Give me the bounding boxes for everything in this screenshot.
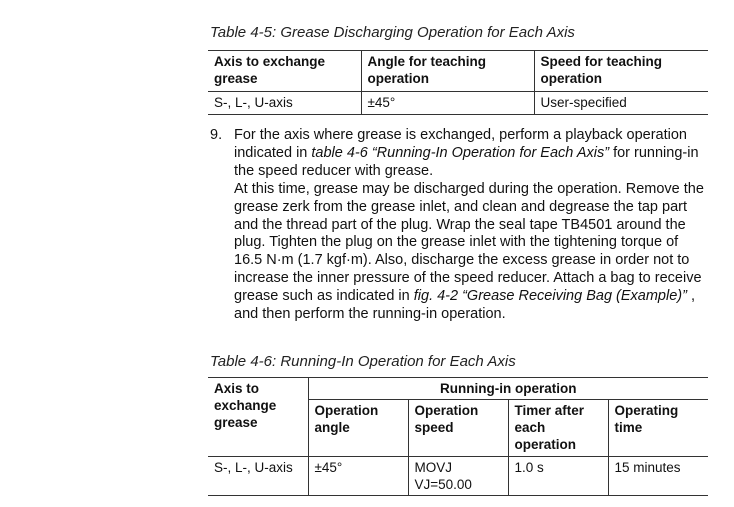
- step-number: 9.: [210, 127, 223, 143]
- column-header-operation-speed: Operation speed: [408, 400, 508, 457]
- column-header-timer: Timer after each operation: [508, 400, 608, 457]
- column-header-angle: Angle for teaching operation: [361, 51, 534, 92]
- column-header-axis: Axis to exchange grease: [208, 51, 361, 92]
- step-9-paragraph: [210, 127, 710, 324]
- cell-speed: MOVJ VJ=50.00: [408, 457, 508, 496]
- cell-speed: User-specified: [534, 92, 708, 115]
- cell-axis: S-, L-, U-axis: [208, 92, 361, 115]
- column-header-speed: Speed for teaching operation: [534, 51, 708, 92]
- table-header-row: [208, 378, 708, 400]
- cell-operating-time: 15 minutes: [608, 457, 708, 496]
- cell-timer: 1.0 s: [508, 457, 608, 496]
- table-row: [208, 92, 708, 115]
- table-row: [208, 457, 708, 496]
- column-header-operation-angle: Operation angle: [308, 400, 408, 457]
- table-reference: table 4-6 “Running-In Operation for Each Axis”: [311, 144, 610, 161]
- column-header-axis: Axis to exchange grease: [208, 378, 308, 457]
- running-in-table: [208, 377, 708, 496]
- cell-angle: ±45°: [308, 457, 408, 496]
- table-4-5-caption: Table 4-5: Grease Discharging Operation for Each Axis: [210, 24, 575, 41]
- table-header-row: [208, 51, 708, 92]
- table-4-6-caption: Table 4-6: Running-In Operation for Each Axis: [210, 353, 516, 370]
- cell-angle: ±45°: [361, 92, 534, 115]
- column-header-operating-time: Operating time: [608, 400, 708, 457]
- grease-discharging-table: [208, 50, 708, 115]
- group-header-running-in: Running-in operation: [308, 378, 708, 400]
- figure-reference: fig. 4-2 “Grease Receiving Bag (Example)”: [413, 288, 687, 305]
- cell-axis: S-, L-, U-axis: [208, 457, 308, 496]
- step-9-details: At this time, grease may be discharged during the operation. Remove the grease zerk from the grease inlet, and clean and degrease the tap part and the thread part of the plug. Wrap the seal tape TB4501 around the plug. Tighten the plug on the grease inlet with the tightening torque of 16.5 N·m (1.7 kgf·m). Also, discharge the excess grease in order not to increase the inner pressure of the speed reducer. Attach a bag to receive grease such as indicated in fig. 4-2 “Grease Receiving Bag (Example)” , and then perform the running-in operation.: [234, 180, 704, 323]
- step-9-intro: For the axis where grease is exchanged, perform a playback operation indicated in table 4-6 “Running-In Operation for Each Axis” for running-in the speed reducer with grease.: [234, 127, 699, 179]
